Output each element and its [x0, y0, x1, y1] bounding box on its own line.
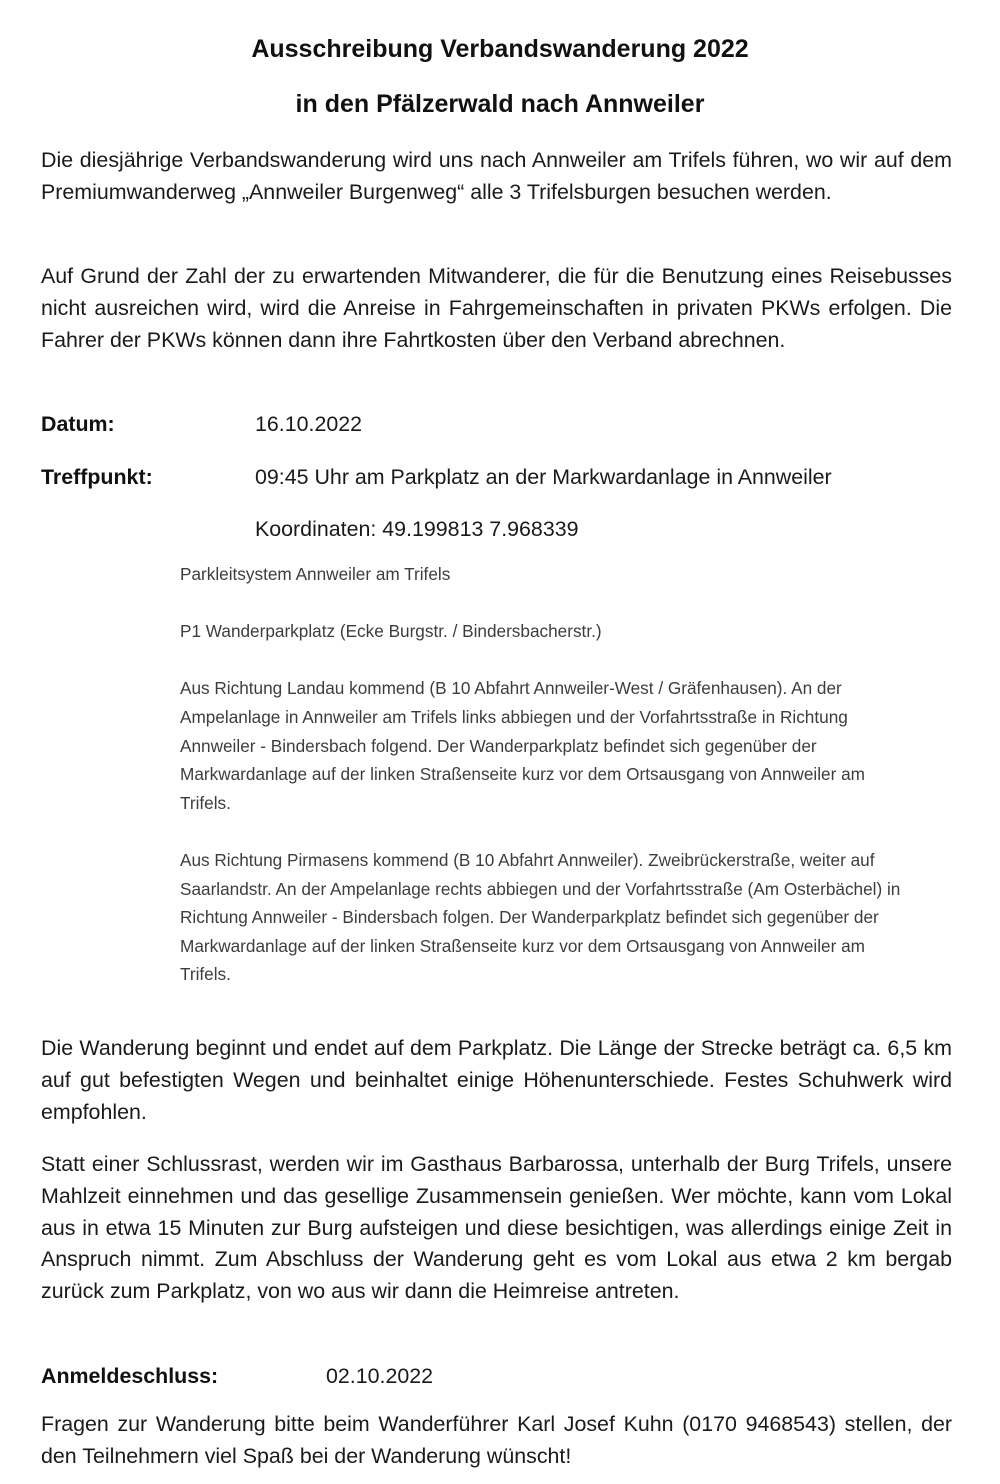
document-title: Ausschreibung Verbandswanderung 2022 — [251, 35, 749, 63]
treffpunkt-label: Treffpunkt: — [41, 465, 153, 489]
intro-paragraph: Die diesjährige Verbandswanderung wird uns nach Annweiler am Trifels führen, wo wir auf dem Premiumwanderweg „Annweiler Burgenweg“ alle 3 Trifelsburgen besuchen werden. — [41, 148, 952, 204]
travel-paragraph: Auf Grund der Zahl der zu erwartenden Mitwanderer, die für die Benutzung eines Reisebusses nicht ausreichen wird, wird die Anreise in Fahrgemeinschaften in privaten PKWs erfolgen. Die Fahrer der PKWs können dann ihre Fahrtkosten über den Verband abrechnen. — [41, 264, 952, 352]
landau-line: Aus Richtung Landau kommend (B 10 Abfahrt Annweiler-West / Gräfenhausen). An der — [180, 678, 842, 699]
coordinates: Koordinaten: 49.199813 7.968339 — [255, 517, 579, 541]
pirmasens-line: Trifels. — [180, 964, 231, 985]
datum-label: Datum: — [41, 412, 115, 436]
pirmasens-line: Markwardanlage auf der linken Straßenseite kurz vor dem Ortsausgang von Annweiler am — [180, 935, 865, 956]
parking-heading: Parkleitsystem Annweiler am Trifels — [180, 564, 451, 584]
landau-line: Annweiler - Bindersbach folgend. Der Wanderparkplatz befindet sich gegenüber der — [180, 735, 817, 756]
route-paragraph: Die Wanderung beginnt und endet auf dem Parkplatz. Die Länge der Strecke beträgt ca. 6,5 km auf gut befestigten Wegen und beinhaltet einige Höhenunterschiede. Festes Schuhwerk wird empfohlen. — [41, 1036, 952, 1124]
deadline-label: Anmeldeschluss: — [41, 1364, 219, 1388]
closing-paragraph: Fragen zur Wanderung bitte beim Wanderführer Karl Josef Kuhn (0170 9468543) stellen, der den Teilnehmern viel Spaß bei der Wanderung wünscht! — [41, 1412, 952, 1468]
deadline-value: 02.10.2022 — [326, 1364, 434, 1388]
parking-info-excerpt — [180, 560, 980, 989]
landau-line: Trifels. — [180, 792, 231, 813]
landau-line: Ampelanlage in Annweiler am Trifels links abbiegen und der Vorfahrtsstraße in Richtung — [180, 706, 848, 727]
parking-subheading: P1 Wanderparkplatz (Ecke Burgstr. / Bindersbacherstr.) — [180, 621, 602, 642]
pirmasens-line: Aus Richtung Pirmasens kommend (B 10 Abfahrt Annweiler). Zweibrückerstraße, weiter auf — [180, 849, 875, 870]
datum-value: 16.10.2022 — [255, 412, 363, 436]
pirmasens-line: Saarlandstr. An der Ampelanlage rechts abbiegen und der Vorfahrtsstraße (Am Osterbächel) in — [180, 878, 901, 899]
landau-line: Markwardanlage auf der linken Straßenseite kurz vor dem Ortsausgang von Annweiler am — [180, 764, 865, 785]
meal-paragraph: Statt einer Schlussrast, werden wir im Gasthaus Barbarossa, unterhalb der Burg Trifels, unsere Mahlzeit einnehmen und das gesellige Zusammensein genießen. Wer möchte, kann vom Lokal aus in etwa 15 Minuten zur Burg aufsteigen und diese besichtigen, was allerdings einige Zeit in Anspruch nimmt. Zum Abschluss der Wanderung geht es vom Lokal aus etwa 2 km bergab zurück zum Parkplatz, von wo aus wir dann die Heimreise antreten. — [41, 1152, 952, 1304]
pirmasens-line: Richtung Annweiler - Bindersbach folgen. Der Wanderparkplatz befindet sich gegenüber der — [180, 907, 879, 928]
document-subtitle: in den Pfälzerwald nach Annweiler — [295, 90, 705, 118]
treffpunkt-value: 09:45 Uhr am Parkplatz an der Markwardanlage in Annweiler — [255, 465, 832, 489]
